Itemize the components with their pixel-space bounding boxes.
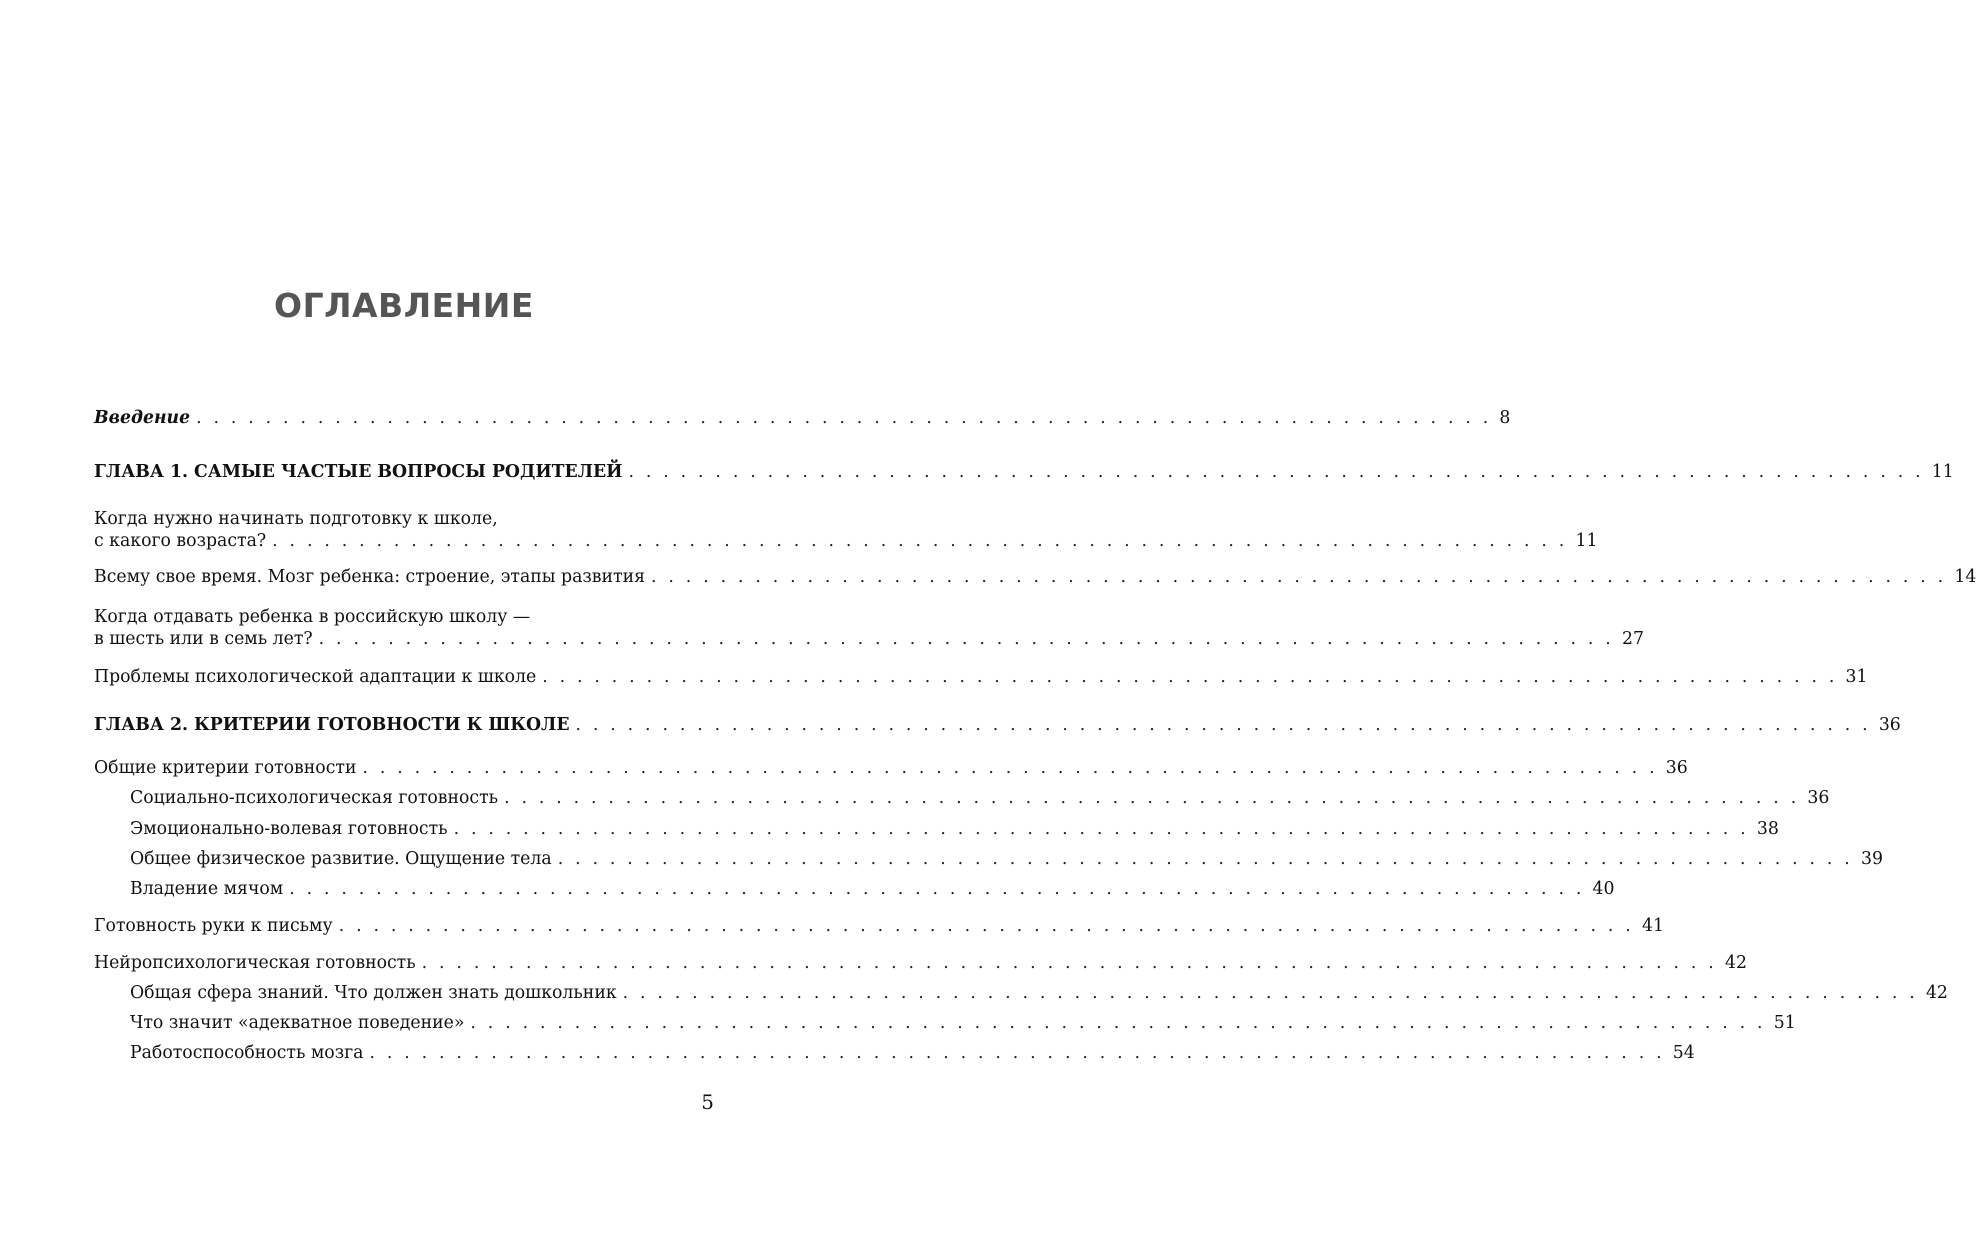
- toc-entry-title: Владение мячом: [130, 879, 284, 899]
- toc-entry: [94, 567, 1976, 593]
- toc-entry-title: Работоспособность мозга: [130, 1043, 364, 1063]
- leader-dots: . . . . . . . . . . . . . . . . . . . . . . . . . . . . . . . . . . . . . . . . . . . . . . . . . . . . . . . . . . . . . . . . . . . . . . . . . . .: [557, 849, 1853, 869]
- toc-entry-title-line1: Когда отдавать ребенка в российскую школу —: [94, 607, 531, 627]
- toc-entry-title: Всему свое время. Мозг ребенка: строение, этапы развития: [94, 567, 646, 587]
- toc-entry: [94, 953, 1747, 979]
- toc-entry-page: 36: [1807, 788, 1830, 808]
- leader-dots: . . . . . . . . . . . . . . . . . . . . . . . . . . . . . . . . . . . . . . . . . . . . . . . . . . . . . . . . . . . . . . . . . . . . . . . . . . .: [369, 1043, 1665, 1063]
- toc-entry-title: Общая сфера знаний. Что должен знать дошкольник: [130, 983, 617, 1003]
- toc-entry-title: Проблемы психологической адаптации к школе: [94, 667, 537, 687]
- leader-dots: . . . . . . . . . . . . . . . . . . . . . . . . . . . . . . . . . . . . . . . . . . . . . . . . . . . . . . . . . . . . . . . . . . . . . . . . . . .: [362, 758, 1658, 778]
- toc-entry: [94, 629, 1644, 655]
- toc-entry-page: 41: [1641, 916, 1664, 936]
- toc-subentry: [130, 1013, 1796, 1039]
- toc-subentry: [130, 788, 1830, 814]
- toc-entry-title: Социально-психологическая готовность: [130, 788, 499, 808]
- toc-entry-page: 38: [1756, 819, 1779, 839]
- page-number: 5: [701, 1090, 714, 1114]
- toc-entry-page: 36: [1878, 715, 1901, 735]
- toc-entry-title: Эмоционально-волевая готовность: [130, 819, 448, 839]
- toc-entry-page: 54: [1672, 1043, 1695, 1063]
- leader-dots: . . . . . . . . . . . . . . . . . . . . . . . . . . . . . . . . . . . . . . . . . . . . . . . . . . . . . . . . . . . . . . . . . . . . . . . . . . .: [575, 715, 1871, 735]
- leader-dots: . . . . . . . . . . . . . . . . . . . . . . . . . . . . . . . . . . . . . . . . . . . . . . . . . . . . . . . . . . . . . . . . . . . . . . . . . . .: [318, 629, 1614, 649]
- toc-entry: [94, 758, 1688, 784]
- leader-dots: . . . . . . . . . . . . . . . . . . . . . . . . . . . . . . . . . . . . . . . . . . . . . . . . . . . . . . . . . . . . . . . . . . . . . . . . . . .: [651, 567, 1947, 587]
- toc-subentry: [130, 819, 1779, 845]
- toc-entry-page: 39: [1860, 849, 1883, 869]
- toc-entry-page: 42: [1925, 983, 1948, 1003]
- toc-entry-page: 8: [1499, 408, 1511, 428]
- toc-entry-page: 11: [1575, 531, 1598, 551]
- leader-dots: . . . . . . . . . . . . . . . . . . . . . . . . . . . . . . . . . . . . . . . . . . . . . . . . . . . . . . . . . . . . . . . . . . . . . . . . . . .: [196, 408, 1492, 428]
- toc-entry-title: в шесть или в семь лет?: [94, 629, 313, 649]
- leader-dots: . . . . . . . . . . . . . . . . . . . . . . . . . . . . . . . . . . . . . . . . . . . . . . . . . . . . . . . . . . . . . . . . . . . . . . . . . . .: [504, 788, 1800, 808]
- toc-entry-title: с какого возраста?: [94, 531, 267, 551]
- toc-subentry: [130, 849, 1883, 875]
- toc-entry-page: 14: [1954, 567, 1976, 587]
- toc-entry-page: 31: [1845, 667, 1868, 687]
- leader-dots: . . . . . . . . . . . . . . . . . . . . . . . . . . . . . . . . . . . . . . . . . . . . . . . . . . . . . . . . . . . . . . . . . . . . . . . . . . .: [453, 819, 1749, 839]
- toc-entry: [94, 916, 1664, 942]
- toc-entry-page: 27: [1621, 629, 1644, 649]
- leader-dots: . . . . . . . . . . . . . . . . . . . . . . . . . . . . . . . . . . . . . . . . . . . . . . . . . . . . . . . . . . . . . . . . . . . . . . . . . . .: [338, 916, 1634, 936]
- toc-subentry: [130, 879, 1615, 905]
- toc-chapter-2: [94, 715, 1901, 741]
- leader-dots: . . . . . . . . . . . . . . . . . . . . . . . . . . . . . . . . . . . . . . . . . . . . . . . . . . . . . . . . . . . . . . . . . . . . . . . . . . .: [628, 462, 1924, 482]
- leader-dots: . . . . . . . . . . . . . . . . . . . . . . . . . . . . . . . . . . . . . . . . . . . . . . . . . . . . . . . . . . . . . . . . . . . . . . . . . . .: [542, 667, 1838, 687]
- toc-entry: [94, 667, 1868, 693]
- toc-entry-title: Готовность руки к письму: [94, 916, 333, 936]
- toc-entry-page: 40: [1592, 879, 1615, 899]
- toc-entry-introduction: [94, 408, 1511, 434]
- toc-entry-title: Общее физическое развитие. Ощущение тела: [130, 849, 552, 869]
- toc-entry-title: Общие критерии готовности: [94, 758, 357, 778]
- toc-chapter-1: [94, 462, 1954, 488]
- leader-dots: . . . . . . . . . . . . . . . . . . . . . . . . . . . . . . . . . . . . . . . . . . . . . . . . . . . . . . . . . . . . . . . . . . . . . . . . . . .: [470, 1013, 1766, 1033]
- leader-dots: . . . . . . . . . . . . . . . . . . . . . . . . . . . . . . . . . . . . . . . . . . . . . . . . . . . . . . . . . . . . . . . . . . . . . . . . . . .: [272, 531, 1568, 551]
- leader-dots: . . . . . . . . . . . . . . . . . . . . . . . . . . . . . . . . . . . . . . . . . . . . . . . . . . . . . . . . . . . . . . . . . . . . . . . . . . .: [622, 983, 1918, 1003]
- toc-entry-title: Нейропсихологическая готовность: [94, 953, 416, 973]
- toc-entry: [94, 531, 1598, 557]
- toc-entry-page: 11: [1931, 462, 1954, 482]
- toc-entry-page: 51: [1773, 1013, 1796, 1033]
- toc-entry-page: 36: [1665, 758, 1688, 778]
- toc-subentry: [130, 1043, 1695, 1069]
- toc-entry-title-line1: Когда нужно начинать подготовку к школе,: [94, 509, 498, 529]
- toc-entry-title: ГЛАВА 1. САМЫЕ ЧАСТЫЕ ВОПРОСЫ РОДИТЕЛЕЙ: [94, 462, 623, 482]
- page-title: ОГЛАВЛЕНИЕ: [274, 286, 534, 325]
- leader-dots: . . . . . . . . . . . . . . . . . . . . . . . . . . . . . . . . . . . . . . . . . . . . . . . . . . . . . . . . . . . . . . . . . . . . . . . . . . .: [421, 953, 1717, 973]
- leader-dots: . . . . . . . . . . . . . . . . . . . . . . . . . . . . . . . . . . . . . . . . . . . . . . . . . . . . . . . . . . . . . . . . . . . . . . . . . . .: [289, 879, 1585, 899]
- toc-subentry: [130, 983, 1948, 1009]
- toc-entry-page: 42: [1724, 953, 1747, 973]
- toc-entry-title: Что значит «адекватное поведение»: [130, 1013, 465, 1033]
- toc-entry-title: ГЛАВА 2. КРИТЕРИИ ГОТОВНОСТИ К ШКОЛЕ: [94, 715, 570, 735]
- toc-entry-title: Введение: [94, 408, 191, 428]
